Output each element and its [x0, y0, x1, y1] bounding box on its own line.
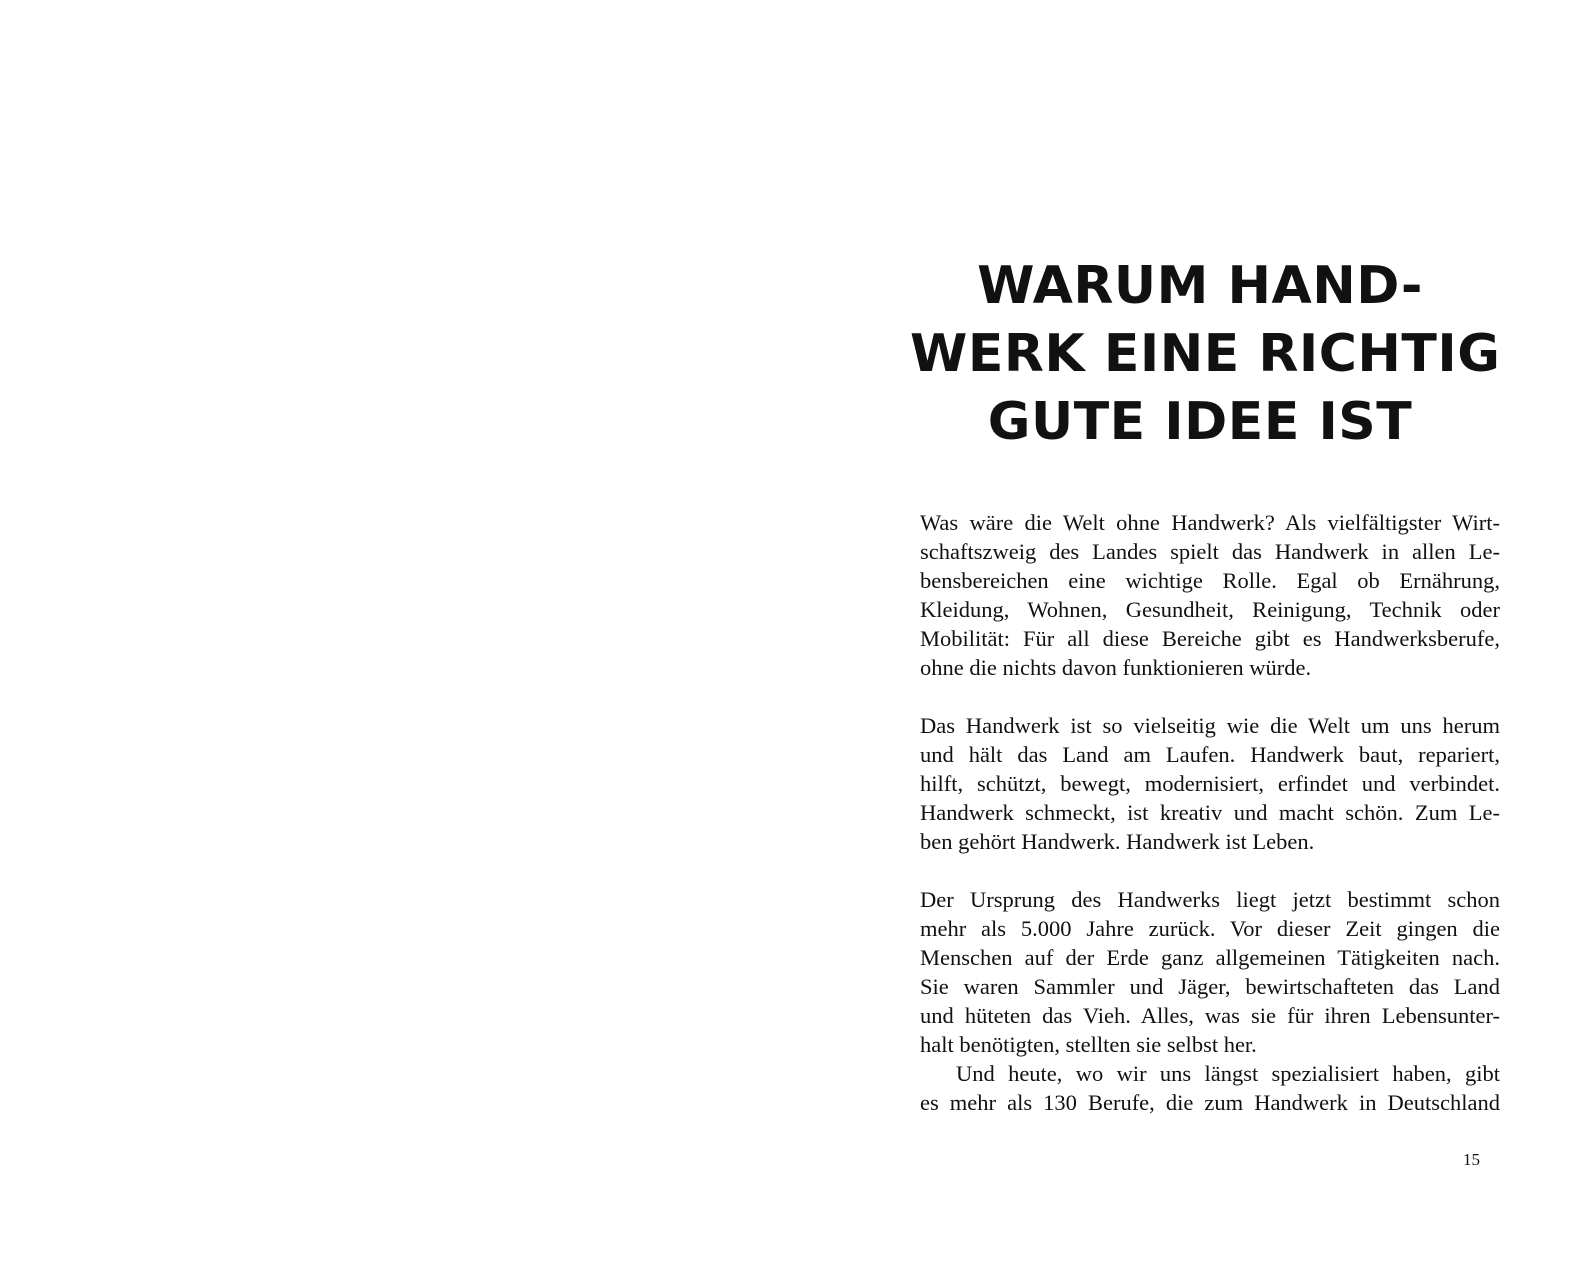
text-line: mehr als 5.000 Jahre zurück. Vor dieser Zeit gingen die: [920, 916, 1500, 941]
text-line: Handwerk schmeckt, ist kreativ und macht schön. Zum Le-: [920, 800, 1500, 825]
text-line: Und heute, wo wir uns längst spezialisiert haben, gibt: [956, 1061, 1500, 1086]
text-line: bensbereichen eine wichtige Rolle. Egal ob Ernährung,: [920, 568, 1500, 593]
heading-line: WERK EINE RICHTIG: [910, 324, 1501, 384]
text-line: und hüteten das Vieh. Alles, was sie für ihren Lebensunter-: [920, 1003, 1500, 1028]
paragraph-3: [920, 885, 1500, 1059]
paragraph-gap: [920, 682, 1500, 711]
paragraph-4: [920, 1059, 1500, 1117]
text-line: Das Handwerk ist so vielseitig wie die Welt um uns herum: [920, 713, 1500, 738]
text-line: und hält das Land am Laufen. Handwerk baut, repariert,: [920, 742, 1500, 767]
body-text: [920, 508, 1500, 1117]
text-line: ohne die nichts davon funktionieren würde.: [920, 655, 1312, 680]
text-line: ben gehört Handwerk. Handwerk ist Leben.: [920, 829, 1315, 854]
page-number: 15: [1463, 1150, 1480, 1169]
paragraph-gap: [920, 856, 1500, 885]
paragraph-2: [920, 711, 1500, 856]
text-line: Menschen auf der Erde ganz allgemeinen Tätigkeiten nach.: [920, 945, 1500, 970]
text-line: Der Ursprung des Handwerks liegt jetzt bestimmt schon: [920, 887, 1500, 912]
text-line: Mobilität: Für all diese Bereiche gibt es Handwerksberufe,: [920, 626, 1500, 651]
text-line: hilft, schützt, bewegt, modernisiert, erfindet und verbindet.: [920, 771, 1500, 796]
text-line: Was wäre die Welt ohne Handwerk? Als vielfältigster Wirt-: [920, 510, 1500, 535]
text-line: halt benötigten, stellten sie selbst her.: [920, 1032, 1257, 1057]
paragraph-1: [920, 508, 1500, 682]
text-line: Sie waren Sammler und Jäger, bewirtschafteten das Land: [920, 974, 1500, 999]
text-line: Kleidung, Wohnen, Gesundheit, Reinigung, Technik oder: [920, 597, 1500, 622]
text-line: schaftszweig des Landes spielt das Handwerk in allen Le-: [920, 539, 1500, 564]
heading-line: WARUM HAND-: [977, 256, 1423, 316]
chapter-heading: [910, 252, 1501, 456]
heading-line: GUTE IDEE IST: [987, 392, 1413, 452]
text-line: es mehr als 130 Berufe, die zum Handwerk in Deutschland: [920, 1090, 1500, 1115]
